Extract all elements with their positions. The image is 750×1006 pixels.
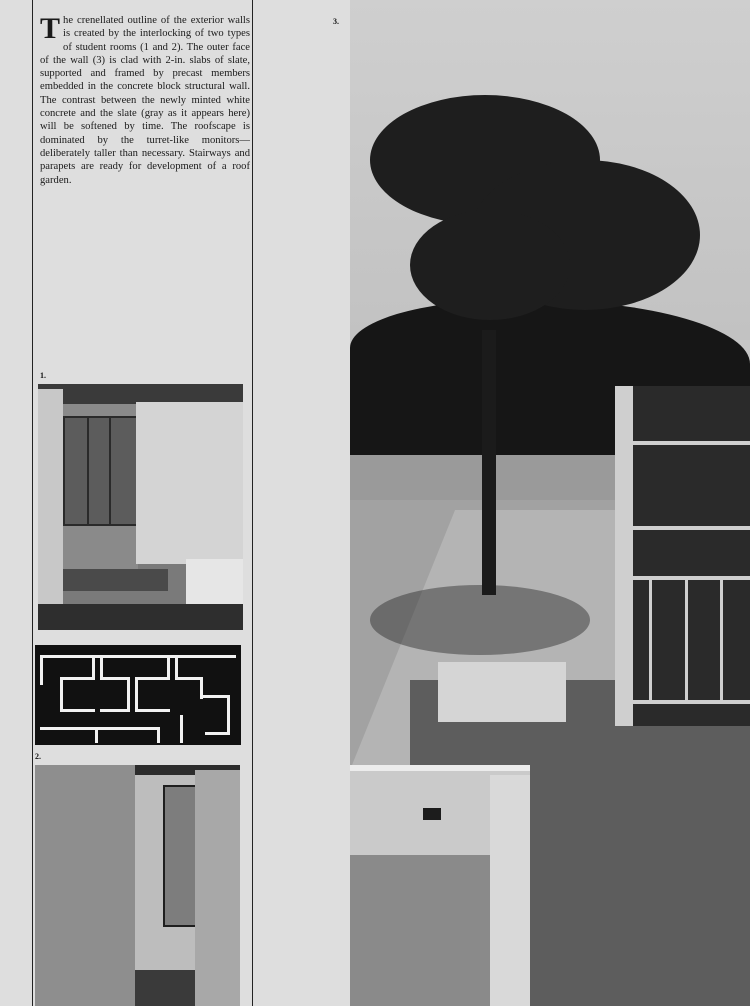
courtyard-exterior-photo (350, 0, 750, 1006)
column-rule-right (252, 0, 253, 1006)
figure-3-label: 3. (333, 17, 339, 26)
column-rule-left (32, 0, 33, 1006)
drop-cap: T (40, 12, 61, 45)
article-body (40, 14, 250, 187)
figure-2-label: 2. (35, 752, 41, 761)
student-room-2-photo (35, 765, 240, 1006)
article-text: he crenellated outline of the exterior walls is created by the interlocking of two types of student rooms (1 and 2). The outer face of the wall (3) is clad with 2-in. slabs of slate, supported and framed by precast members embedded in the concrete block structural wall. The contrast between the newly minted white concrete and the slate (gray as it appears here) will be softened by time. The roofscape is dominated by the turret-like monitors—deliberately taller than necessary. Stairways and parapets are ready for development of a roof garden. (40, 15, 250, 186)
student-room-1-photo (38, 384, 243, 630)
room-floor-plan (35, 645, 241, 745)
left-page-column (0, 0, 350, 1006)
figure-1-label: 1. (40, 371, 46, 380)
